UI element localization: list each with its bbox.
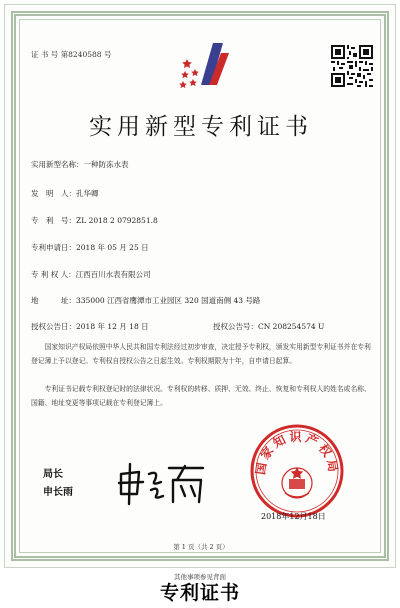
field-value: ZL 2018 2 0792851.8 bbox=[76, 216, 158, 225]
field-label: 授权公告号： bbox=[213, 322, 258, 331]
certificate bbox=[4, 4, 396, 568]
handwritten-signature-icon bbox=[113, 460, 209, 506]
field-value: 孔华卿 bbox=[76, 189, 99, 198]
field-label: 实用新型名称： bbox=[31, 160, 84, 169]
signatory-title: 局长 bbox=[43, 469, 63, 480]
field-value: CN 208254574 U bbox=[258, 322, 325, 331]
field-value: 江西百川水表有限公司 bbox=[75, 270, 151, 279]
field-label: 发 明 人： bbox=[31, 189, 76, 198]
seal-text: 国家知识产权局 bbox=[253, 430, 341, 476]
seal-date: 2018年12月18日 bbox=[261, 512, 326, 521]
patent-office-emblem-icon bbox=[179, 39, 235, 91]
field-value: 335000 江西省鹰潭市工业园区 320 国道南侧 43 号路 bbox=[76, 296, 261, 305]
qr-code-icon bbox=[331, 45, 373, 87]
certificate-paragraph-2: 专利证书记载专利权登记时的法律状况。专利权的转移、质押、无效、终止、恢复和专利权人的姓名或名称、国籍、地址变更等事项记载在专利登记簿上。 bbox=[31, 385, 371, 407]
certificate-title: 实用新型专利证书 bbox=[89, 114, 313, 140]
field-patent-number bbox=[31, 215, 158, 226]
field-grant-number bbox=[213, 321, 324, 332]
field-value: 2018 年 12 月 18 日 bbox=[76, 322, 149, 331]
back-note: 其他事项参见背面 bbox=[174, 573, 226, 581]
field-label: 地 址： bbox=[31, 296, 76, 305]
official-seal-icon bbox=[249, 423, 345, 519]
field-label: 专 利 权 人： bbox=[31, 270, 76, 279]
certificate-number: 证 书 号 第8240588 号 bbox=[31, 50, 112, 59]
field-label: 专 利 号： bbox=[31, 216, 76, 225]
field-filing-date bbox=[31, 242, 149, 253]
field-grant-date bbox=[31, 321, 371, 332]
signatory-name: 申长雨 bbox=[43, 487, 73, 498]
certificate-paragraph-1: 国家知识产权局依照中华人民共和国专利法经过初步审查，决定授予专利权，颁发实用新型专利证书并在专利登记簿上予以登记。专利权自授权公告之日起生效。专利权期限为十年，自申请日起算。 bbox=[31, 343, 371, 365]
page-info: 第 1 页（共 2 页） bbox=[173, 543, 229, 551]
field-label: 专利申请日： bbox=[31, 243, 76, 252]
field-value: 一种防冻水表 bbox=[83, 160, 129, 169]
field-inventor bbox=[31, 188, 99, 199]
field-utility-model-name bbox=[31, 159, 129, 170]
field-value: 2018 年 05 月 25 日 bbox=[76, 243, 149, 252]
field-patentee bbox=[31, 269, 151, 280]
image-caption: 专利证书 bbox=[159, 582, 240, 604]
field-address bbox=[31, 295, 260, 306]
field-label: 授权公告日： bbox=[31, 322, 76, 331]
